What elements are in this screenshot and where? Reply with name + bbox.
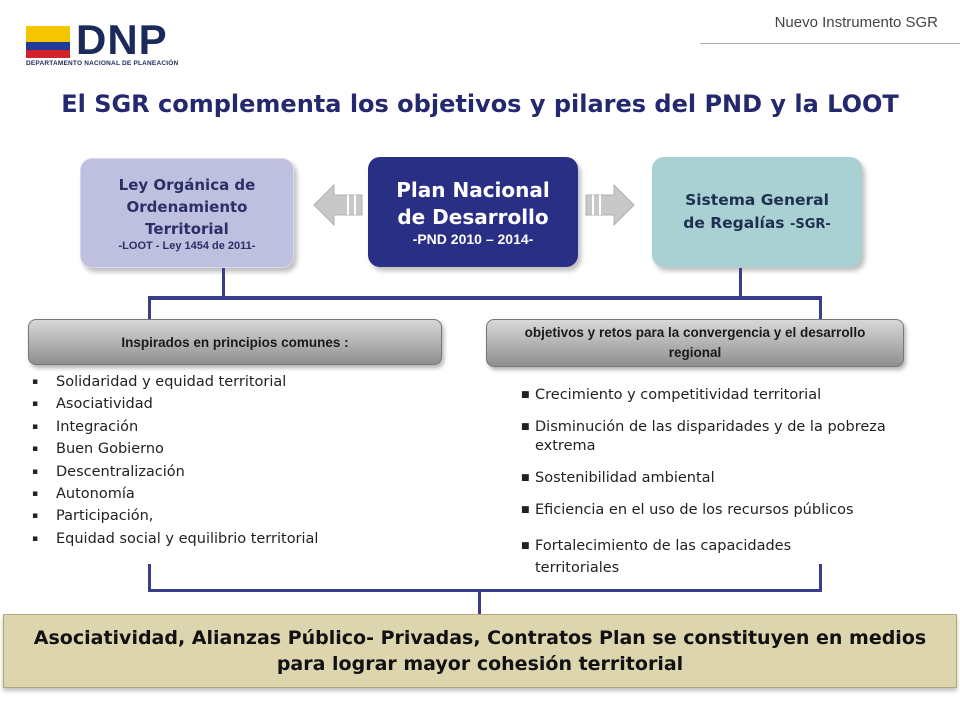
- list-item: ■ Sostenibilidad ambiental: [521, 469, 901, 488]
- list-item: ▪ Descentralización: [28, 461, 448, 483]
- pnd-subtitle: -PND 2010 – 2014-: [412, 231, 534, 247]
- connector-bottom-left-up: [148, 564, 151, 592]
- pnd-line2: de Desarrollo: [397, 205, 549, 229]
- connector-left-down: [148, 296, 151, 319]
- logo-wordmark: DNP: [76, 16, 168, 63]
- sgr-subtitle: -SGR-: [789, 216, 831, 232]
- list-item: ▪ Solidaridad y equidad territorial: [28, 371, 448, 393]
- sgr-line2: de Regalías: [683, 213, 790, 232]
- list-item: ▪ Participación,: [28, 505, 448, 527]
- list-item: ▪ Autonomía: [28, 483, 448, 505]
- objectives-header-text: objetivos y retos para la convergencia y el desarrollo regional: [524, 325, 866, 360]
- list-item: ■ Fortalecimiento de las capacidades territoriales: [521, 535, 835, 579]
- loot-box: [80, 158, 294, 268]
- connector-horizontal-bottom: [148, 589, 822, 592]
- list-item: ▪ Asociatividad: [28, 393, 448, 415]
- header-tag: Nuevo Instrumento SGR: [774, 14, 938, 31]
- colombia-flag-icon: [26, 26, 70, 42]
- list-item: ▪ Integración: [28, 416, 448, 438]
- conclusion-text: Asociatividad, Alianzas Público- Privadas, Contratos Plan se constituyen en medios para lograr mayor cohesión territorial: [33, 627, 927, 675]
- loot-line2: Ordenamiento: [126, 198, 248, 216]
- pnd-line1: Plan Nacional: [396, 178, 550, 202]
- logo-subtitle: DEPARTAMENTO NACIONAL DE PLANEACIÓN: [26, 60, 179, 67]
- conclusion-box: [3, 614, 957, 688]
- loot-line3: Territorial: [145, 220, 229, 238]
- connector-sgr-down: [739, 268, 742, 296]
- page-title: El SGR complementa los objetivos y pilares del PND y la LOOT: [61, 90, 899, 118]
- flag-red-stripe: [26, 50, 70, 58]
- connector-right-down: [819, 296, 822, 319]
- principles-list: [28, 371, 448, 550]
- list-item: ■ Crecimiento y competitividad territorial: [521, 386, 901, 405]
- loot-line1: Ley Orgánica de: [118, 176, 256, 194]
- connector-horizontal-top: [148, 296, 822, 300]
- connector-loot-down: [222, 268, 225, 296]
- sgr-box: [652, 157, 862, 267]
- list-item: ▪ Buen Gobierno: [28, 438, 448, 460]
- loot-subtitle: -LOOT - Ley 1454 de 2011-: [118, 240, 256, 252]
- list-item: ■ Eficiencia en el uso de los recursos públicos: [521, 501, 901, 520]
- list-item: ■ Disminución de las disparidades y de la pobreza extrema: [521, 418, 901, 456]
- list-item: ▪ Equidad social y equilibrio territorial: [28, 528, 448, 550]
- objectives-list: [521, 386, 901, 579]
- sgr-line1: Sistema General: [685, 190, 829, 209]
- header-divider: [700, 43, 960, 44]
- connector-bottom-right-up: [819, 564, 822, 592]
- arrow-left-icon: [312, 182, 364, 228]
- objectives-header: [486, 319, 904, 367]
- flag-blue-stripe: [26, 42, 70, 50]
- arrow-right-icon: [584, 182, 636, 228]
- pnd-box: [368, 157, 578, 267]
- principles-header: Inspirados en principios comunes :: [28, 319, 442, 365]
- connector-bottom-down: [478, 589, 481, 614]
